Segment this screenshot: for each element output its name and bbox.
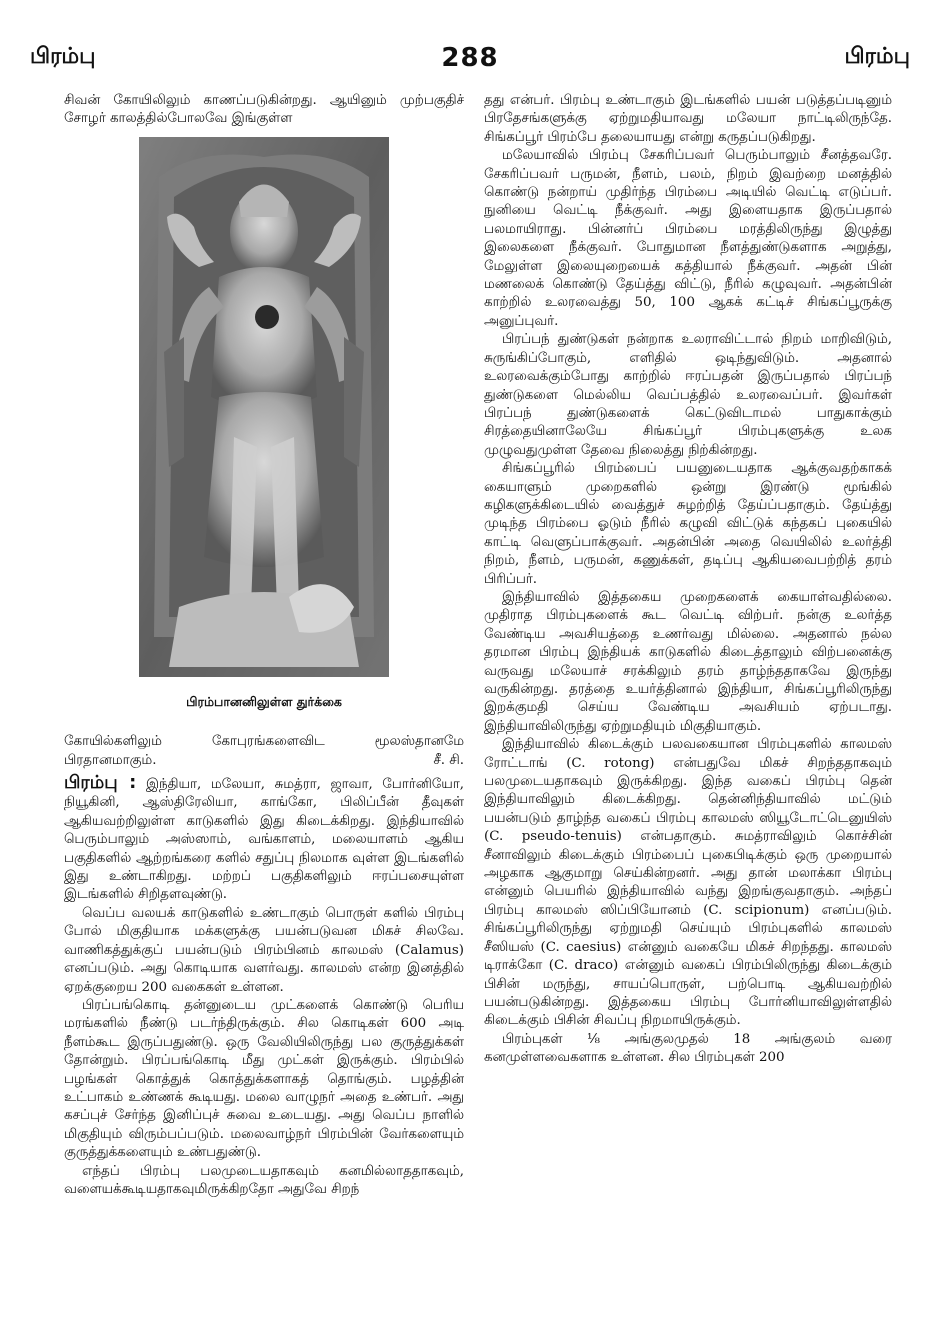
sculpture-image — [139, 137, 389, 677]
running-head-right: பிரம்பு — [844, 44, 910, 69]
entry-text: இந்தியா, மலேயா, சுமத்ரா, ஜாவா, போர்னியோ, நியூகினி, ஆஸ்திரேலியா, காங்கோ, பிலிப்பீன் தீவுகள் ஆகியவற்றிலுள்ள காடுகளில் இது கிடைக்கிறது. இந்தியாவில் பெரும்பாலும் அஸ்ஸாம், வங்காளம், மலையாளம் ஆகிய பகுதிகளில் ஆற்றங்கரை களில் சதுப்பு நிலமாக வுள்ள இடங்களில் இது உண்டாகிறது. மற்றப் பகுதிகளிலும் ஈரப்பசையுள்ள இடங்களில் சிறிதளவுண்டு. — [64, 777, 464, 903]
running-head-left: பிரம்பு — [30, 44, 96, 69]
left-paragraph-3: எந்தப் பிரம்பு பலமுடையதாகவும் கனமில்லாததாகவும், வளையக்கூடியதாகவுமிருக்கிறதோ அதுவே சிறந் — [64, 1163, 464, 1197]
right-paragraph-1: தது என்பர். பிரம்பு உண்டாகும் இடங்களில் பயன் படுத்தப்படினும் பிரதேசங்களுக்கு ஏற்றுமதியாவது மலேயா நாட்டிலிருந்தே. சிங்கப்பூர் பிரம்பே தலையாயது என்று கருதப்படுகிறது. — [484, 93, 892, 145]
right-paragraph-7: பிரம்புகள் ⅛ அங்குலமுதல் 18 அங்குலம் வரை கனமுள்ளவைகளாக உள்ளன. சில பிரம்புகள் 200 — [484, 1031, 892, 1066]
figure-caption: பிரம்பானனிலுள்ள துர்க்கை — [186, 693, 342, 709]
right-paragraph-2: மலேயாவில் பிரம்பு சேகரிப்பவர் பெரும்பாலும் சீனத்தவரே. சேகரிப்பவர் பருமன், நீளம், பலம், நிறம் இவற்றை மனத்தில் கொண்டு நன்றாய் முதிர்ந்த பிரம்பை அடியில் வெட்டி எடுப்பர். நுனியை வெட்டி நீக்குவர். அது இளையதாக இருப்பதால் பலமாயிராது. பின்னர்ப் பிரம்பை மரத்திலிருந்து இழுத்து இலைகளை நீக்குவர். போதுமான நீளத்துண்டுகளாக அறுத்து, மேலுள்ள இலையுறையைக் கத்தியால் நீக்குவர். அதன் பின் மணலைக் கொண்டு தேய்த்து விட்டு, நீரில் கழுவுவர். அதன்பின் காற்றில் உலரவைத்து 50, 100 ஆகக் கட்டிச் சிங்கப்பூருக்கு அனுப்புவர். — [484, 148, 892, 329]
right-paragraph-4: சிங்கப்பூரில் பிரம்பைப் பயனுடையதாக ஆக்குவதற்காகக் கையாளும் முறைகளில் ஒன்று இரண்டு மூங்கில் கழிகளுக்கிடையில் வைத்துச் சுழற்றித் தேய்ப்பதாகும். தேய்த்து முடிந்த பிரம்பை ஓடும் நீரில் கழுவி விட்டுக் கந்தகப் புகையில் காட்டி வெளுப்பாக்குவர். அதன்பின் அதை வெயிலில் உலர்த்தி நிறம், நீளம், பருமன், கணுக்கள், தடிப்பு ஆகியவைபற்றித் தரம் பிரிப்பர். — [484, 461, 892, 587]
right-paragraph-3: பிரப்பந் துண்டுகள் நன்றாக உலராவிட்டால் நிறம் மாறிவிடும், சுருங்கிப்போகும், எளிதில் ஒடிந்துவிடும். அதனால் உலரவைக்கும்போது காற்றில் ஈரப்பதன் இருப்பதால் பிரப்பந் துண்டுகளை மெல்லிய வெப்பத்தில் உலரவைப்பர். இவர்கள் பிரப்பந் துண்டுகளைக் கெட்டுவிடாமல் பாதுகாக்கும் சிரத்தையினாலேயே சிங்கப்பூர் பிரம்புகளுக்கு உலக முழுவதுமுள்ள தேவை நிலைத்து நிற்கின்றது. — [484, 332, 892, 458]
entry-paragraph — [64, 774, 464, 905]
entry-title: பிரம்பு : — [64, 772, 137, 794]
durga-sculpture-photo — [139, 137, 389, 677]
left-paragraph-1: வெப்ப வலயக் காடுகளில் உண்டாகும் பொருள் களில் பிரம்பு போல் மிகுதியாக மக்களுக்கு பயன்படுவன மிகச் சிலவே. வாணிகத்துக்குப் பயன்படும் பிரம்பினம் காலமஸ் (Calamus) எனப்படும். அது கொடியாக வளர்வது. காலமஸ் என்ற இனத்தில் ஏறக்குறைய 200 வகைகள் உள்ளன. — [64, 905, 464, 995]
left-paragraph-2: பிரப்பங்கொடி தன்னுடைய முட்களைக் கொண்டு பெரிய மரங்களில் நீண்டு படர்ந்திருக்கும். சில கொடிகள் 600 அடி நீளம்கூட இருப்பதுண்டு. ஒரு வேலியிலிருந்து பல குருத்துக்கள் தோன்றும். பிரப்பங்கொடி மீது முட்கள் இருக்கும். பிரம்பில் பழங்கள் கொத்துக் கொத்துக்களாகத் தொங்கும். பழத்தின் உட்பாகம் உண்ணக் கூடியது. மலை வாழுநர் அதை உண்பர். அது கசப்புச் சேர்ந்த இனிப்புச் சுவை உடையது. அது வெப்ப நாளில் மிகுதியும் விரும்பப்படும். மலைவாழ்நர் பிரம்பின் வேர்களையும் குருத்துக்களையும் உண்பதுண்டு. — [64, 997, 464, 1161]
right-column — [484, 92, 892, 1068]
page-header — [30, 40, 910, 76]
right-paragraph-5: இந்தியாவில் இத்தகைய முறைகளைக் கையாள்வதில்லை. முதிராத பிரம்புகளைக் கூட வெட்டி விற்பர். நன்கு உலர்த்த வேண்டிய அவசியத்தை உணர்வது மில்லை. அதனால் நல்ல தரமான பிரம்பு இந்தியக் காடுகளில் கிடைத்தாலும் விற்பனைக்கு வருவது மலேயாச் சரக்கிலும் தரம் தாழ்ந்ததாகவே இருந்து வருகின்றது. தரத்தை உயர்த்தினால் இந்தியா, சிங்கப்பூரிலிருந்து இறக்குமதி செய்ய வேண்டிய அவசியம் ஏற்படாது. இந்தியாவிலிருந்து ஏற்றுமதியும் மிகுதியாகும். — [484, 589, 892, 734]
after-caption-text: கோயில்களிலும் கோபுரங்களைவிட மூலஸ்தானமே பிரதானமாகும். — [64, 734, 464, 768]
intro-paragraph: சிவன் கோயிலிலும் காணப்படுகின்றது. ஆயினும் முற்பகுதிச் சோழர் காலத்தில்போலவே இங்குள்ள — [64, 93, 464, 127]
after-caption-paragraph — [64, 733, 464, 770]
page-number: 288 — [441, 43, 499, 73]
right-paragraph-6: இந்தியாவில் கிடைக்கும் பலவகையான பிரம்புகளில் காலமஸ் ரோட்டாங் (C. rotong) என்பதுவே மிகச் சிறந்ததாகவும் பலமுடையதாகவும் இருக்கிறது. இந்த வகைப் பிரம்பு தென் இந்தியாவிலும் கிடைக்கிறது. தென்னிந்தியாவில் மட்டும் பயன்படும் தாழ்ந்த வகைப் பிரம்பு காலமஸ் ஸியூடோட்டெனுயிஸ் (C. pseudo-tenuis) என்பதாகும். சுமத்ராவிலும் கொச்சின் சீனாவிலும் கிடைக்கும் பிரம்பைப் புகைபிடிக்கும் ஒரு முறையால் அழகாக ஆகுமாறு செய்கின்றனர். அது தான் மலாக்கா பிரம்பு என்னும் பெயரில் இந்தியாவில் வந்து இறங்குவதாகும். அந்தப் பிரம்பு காலமஸ் ஸிப்பியோனம் (C. scipionum) எனப்படும். சிங்கப்பூரிலிருந்து ஏற்றுமதி செய்யும் பிரம்புகளில் காலமஸ் சீஸியஸ் (C. caesius) என்னும் வகையே மிகச் சிறந்தது. காலமஸ் டிராக்கோ (C. draco) என்னும் வகைப் பிரம்பிலிருந்து கிடைக்கும் பிசின் மருந்து, சாயப்பொருள், பற்பொடி ஆகியவற்றில் பயன்படுகின்றது. இத்தகைய பிரம்பு போர்னியாவிலுள்ளதில் கிடைக்கும் பிசின் சிவப்பு நிறமாயிருக்கும். — [484, 737, 892, 1029]
left-column — [64, 92, 464, 1199]
author-signature: சீ. சி. — [433, 752, 464, 768]
